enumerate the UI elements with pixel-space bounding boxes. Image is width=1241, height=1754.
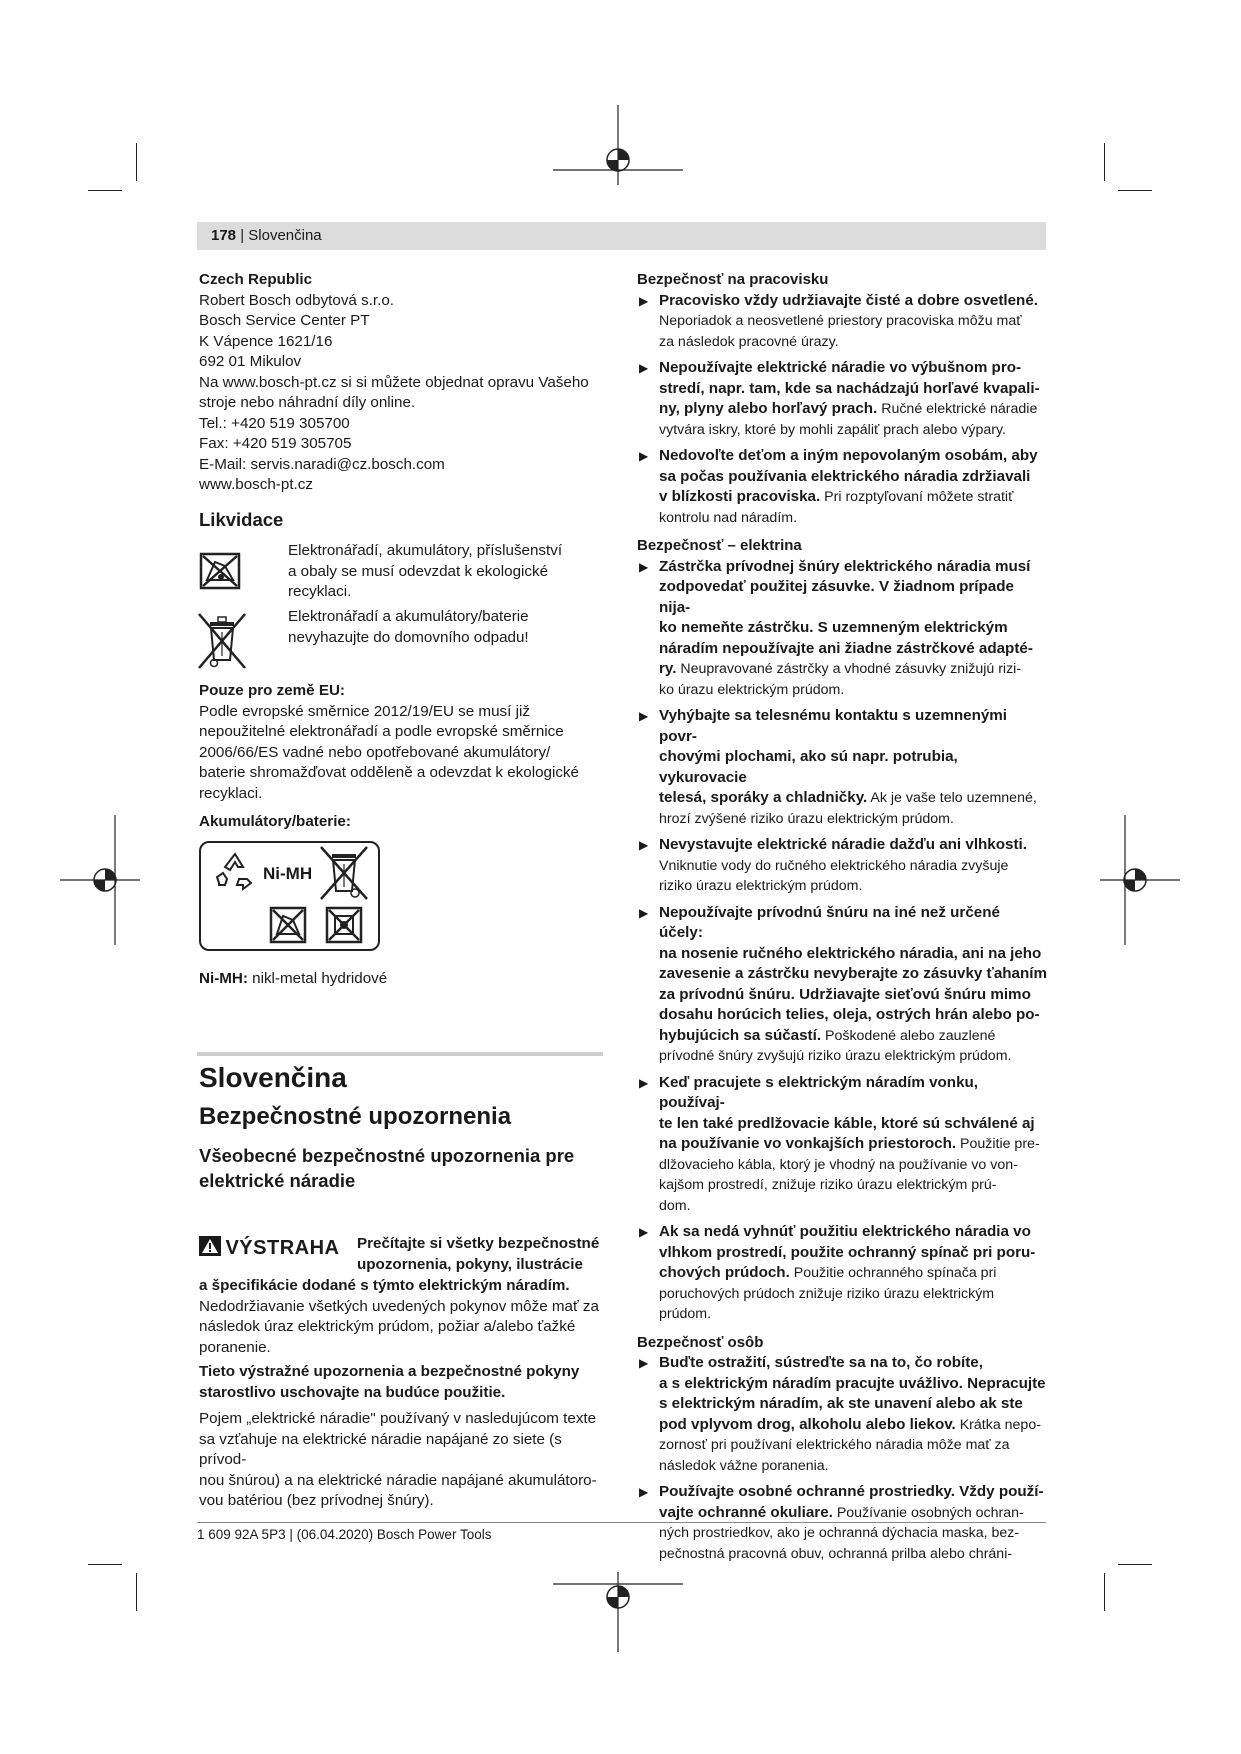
safety-title: Bezpečnostné upozornenia bbox=[199, 1102, 512, 1130]
bullet-text-line: dom. bbox=[659, 1197, 691, 1214]
section-title: Bezpečnosť osôb bbox=[637, 1333, 764, 1351]
safety-bullet bbox=[637, 358, 1047, 440]
warning-body bbox=[199, 1276, 609, 1512]
nimh-caption bbox=[199, 969, 599, 990]
right-column bbox=[637, 270, 1047, 1570]
bullet-bold-line: Používajte osobné ochranné prostriedky. Vždy použí- bbox=[659, 1483, 1044, 1500]
pojem-line: sa vzťahuje na elektrické náradie napájané zo siete (s prívod- bbox=[199, 1430, 562, 1468]
contact-line: Bosch Service Center PT bbox=[199, 312, 370, 329]
eu-line: Podle evropské směrnice 2012/19/EU se musí již bbox=[199, 702, 530, 720]
safety-bullet bbox=[637, 1353, 1047, 1476]
eu-line: nepoužitelné elektronářadí a podle evropské směrnice bbox=[199, 723, 564, 740]
bullet-text-line: za následok pracovné úrazy. bbox=[659, 333, 839, 350]
bullet-tail-text: Pri rozptyľovaní môžete stratiť bbox=[820, 489, 1014, 505]
left-column bbox=[199, 270, 609, 530]
bullet-tail-text: Krátka nepo- bbox=[955, 1416, 1041, 1433]
bullet-bold-line: Nedovoľte deťom a iným nepovolaným osobám, aby bbox=[659, 447, 1038, 464]
likvidace-text-2 bbox=[288, 607, 588, 648]
pojem-line: Pojem „elektrické náradie" používaný v nasledujúcom texte bbox=[199, 1410, 597, 1427]
bullet-arrow-icon: ▶ bbox=[639, 559, 649, 574]
safety-bullet bbox=[637, 557, 1047, 701]
registration-mark-bottom bbox=[553, 1572, 683, 1652]
bullet-arrow-icon: ▶ bbox=[639, 293, 649, 308]
bullet-bold-line: telesá, sporáky a chladničky. bbox=[659, 789, 868, 806]
bullet-text-line: ko úrazu elektrickým prúdom. bbox=[659, 681, 845, 698]
likvidace-line: nevyhazujte do domovního odpadu! bbox=[288, 628, 529, 646]
bullet-bold-line: Zástrčka prívodnej šnúry elektrického náradia musí bbox=[659, 557, 1031, 575]
bullet-bold-line: te len také predlžovacie káble, ktoré sú schválené aj bbox=[659, 1114, 1035, 1132]
general-safety-title-line: elektrické náradie bbox=[199, 1170, 356, 1191]
bullet-bold-line: Nevystavujte elektrické náradie dažďu ani vlhkosti. bbox=[659, 836, 1027, 853]
bullet-text-line: riziko úrazu elektrickým prúdom. bbox=[659, 878, 863, 894]
nimh-label: Ni-MH bbox=[263, 864, 313, 883]
safety-bullet bbox=[637, 1222, 1047, 1325]
no-packaging-waste-icon bbox=[269, 906, 307, 944]
bullet-bold-line: zavesenie a zástrčku nevyberajte zo zásuvky ťahaním bbox=[659, 965, 1048, 982]
bullet-text-line: pečnostná pracovná obuv, ochranná prilba alebo chráni- bbox=[659, 1545, 1013, 1562]
eu-block bbox=[199, 681, 609, 833]
bullet-bold-line: hybujúcich sa súčastí. bbox=[659, 1026, 822, 1044]
safety-bullet bbox=[637, 706, 1047, 829]
footer-rule bbox=[197, 1522, 1046, 1523]
eu-line: baterie shromažďovat odděleně a odevzdat k ekologické bbox=[199, 764, 579, 781]
warning-label bbox=[199, 1236, 339, 1260]
page-number: 178 bbox=[211, 227, 237, 244]
bullet-text-line: Neporiadok a neosvetlené priestory pracoviska môžu mať bbox=[659, 313, 1022, 329]
contact-line: Robert Bosch odbytová s.r.o. bbox=[199, 291, 395, 309]
bullet-arrow-icon: ▶ bbox=[639, 1225, 649, 1239]
bullet-bold-line: ry. bbox=[659, 660, 677, 677]
eu-line: recyklaci. bbox=[199, 784, 263, 802]
likvidace-line: recyklaci. bbox=[288, 583, 352, 600]
safety-bullet bbox=[637, 1482, 1047, 1564]
bullet-text-line: poruchových prúdoch znižuje riziko úrazu elektrickým bbox=[659, 1285, 995, 1302]
bullet-tail-text: Používanie osobných ochran- bbox=[832, 1504, 1024, 1521]
bullet-text-line: Vniknutie vody do ručného elektrického náradia zvyšuje bbox=[659, 857, 1009, 874]
bullet-bold-line: Nepoužívajte prívodnú šnúru na iné než určené účely: bbox=[659, 903, 1000, 941]
warning-label-text: VÝSTRAHA bbox=[225, 1237, 340, 1259]
safety-bullet bbox=[637, 291, 1047, 353]
keep-line: starostlivo uschovajte na budúce použitie. bbox=[199, 1383, 506, 1401]
contact-title: Czech Republic bbox=[199, 271, 313, 288]
contact-line: Fax: +420 519 305705 bbox=[199, 435, 352, 452]
likvidace-line: Elektronářadí a akumulátory/baterie bbox=[288, 608, 529, 625]
bullet-bold-line: Keď pracujete s elektrickým náradím vonku, používaj- bbox=[659, 1073, 979, 1111]
registration-mark-right bbox=[1100, 815, 1180, 945]
bullet-arrow-icon: ▶ bbox=[639, 709, 649, 723]
likvidace-line: a obaly se musí odevzdat k ekologické bbox=[288, 562, 549, 580]
bullet-bold-line: sa počas používania elektrického náradia zdržiavali bbox=[659, 467, 1031, 485]
crossed-bin-icon bbox=[319, 845, 369, 901]
nimh-caption-text: nikl-metal hydridové bbox=[247, 970, 388, 987]
likvidace-line: Elektronářadí, akumulátory, příslušenství bbox=[288, 542, 563, 559]
section-title: Bezpečnosť na pracovisku bbox=[637, 271, 829, 288]
warning-text-line: poranenie. bbox=[199, 1338, 271, 1356]
bullet-bold-line: ny, plyny alebo horľavý prach. bbox=[659, 400, 878, 417]
bullet-arrow-icon: ▶ bbox=[639, 905, 649, 920]
pojem-line: nou šnúrou) a na elektrické náradie napájané akumulátoro- bbox=[199, 1471, 597, 1489]
bullet-bold-line: Buďte ostražití, sústreďte sa na to, čo robíte, bbox=[659, 1354, 983, 1371]
contact-line: www.bosch-pt.cz bbox=[199, 476, 313, 493]
bullet-text-line: prúdom. bbox=[659, 1306, 712, 1322]
bullet-bold-line: za prívodnú šnúru. Udržiavajte sieťovú šnúru mimo bbox=[659, 985, 1031, 1003]
keep-line: Tieto výstražné upozornenia a bezpečnostné pokyny bbox=[199, 1363, 580, 1380]
page-footer: 1 609 92A 5P3 | (06.04.2020) Bosch Power Tools bbox=[197, 1527, 492, 1542]
bullet-arrow-icon: ▶ bbox=[639, 1356, 649, 1370]
bullet-arrow-icon: ▶ bbox=[639, 1075, 649, 1090]
crossed-bin-icon bbox=[197, 612, 247, 670]
general-safety-title-line: Všeobecné bezpečnostné upozornenia pre bbox=[199, 1145, 575, 1166]
pojem-line: vou batériou (bez prívodnej šnúry). bbox=[199, 1492, 434, 1509]
nimh-caption-bold: Ni-MH: bbox=[199, 970, 248, 987]
likvidace-text-1 bbox=[288, 541, 588, 603]
bullet-tail-text: Ručné elektrické náradie bbox=[877, 401, 1038, 417]
warning-text-line: Nedodržiavanie všetkých uvedených pokynov môže mať za bbox=[199, 1297, 599, 1315]
bullet-bold-line: náradím nepoužívajte ani žiadne zástrčkové adapté- bbox=[659, 639, 1033, 657]
safety-bullet bbox=[637, 1073, 1047, 1217]
bullet-bold-line: pod vplyvom drog, alkoholu alebo liekov. bbox=[659, 1415, 956, 1433]
contact-line: K Vápence 1621/16 bbox=[199, 332, 333, 350]
section-title: Bezpečnosť – elektrina bbox=[637, 537, 802, 554]
akum-title: Akumulátory/baterie: bbox=[199, 813, 351, 830]
registration-mark-top bbox=[553, 105, 683, 185]
warning-triangle-icon bbox=[199, 1236, 221, 1256]
safety-bullet bbox=[637, 903, 1047, 1067]
no-battery-waste-icon bbox=[325, 906, 363, 944]
bullet-tail-text: Poškodené alebo zauzlené bbox=[821, 1027, 996, 1044]
slovak-section bbox=[199, 1062, 609, 1193]
page-header: 178 | Slovenčina bbox=[197, 222, 1046, 250]
bullet-text-line: následok vážne poranenia. bbox=[659, 1457, 829, 1474]
bullet-tail-text: Použitie ochranného spínača pri bbox=[789, 1265, 997, 1281]
bullet-text-line: zornosť pri používaní elektrického náradia môže mať za bbox=[659, 1437, 1010, 1453]
safety-bullet bbox=[637, 835, 1047, 897]
bullet-text-line: dlžovacieho kábla, ktorý je vhodný na používanie vo von- bbox=[659, 1156, 1018, 1173]
bullet-bold-line: ko nemeňte zástrčku. S uzemneným elektrickým bbox=[659, 619, 1008, 636]
bullet-bold-line: Ak sa nedá vyhnúť použitiu elektrického náradia vo bbox=[659, 1223, 1031, 1240]
battery-symbols-box bbox=[199, 841, 380, 951]
bullet-bold-line: Pracovisko vždy udržiavajte čisté a dobre osvetlené. bbox=[659, 291, 1039, 309]
contact-line: Tel.: +420 519 305700 bbox=[199, 414, 350, 432]
contact-line: 692 01 Mikulov bbox=[199, 353, 302, 370]
bullet-text-line: kontrolu nad náradím. bbox=[659, 509, 798, 526]
bullet-bold-line: v blízkosti pracoviska. bbox=[659, 488, 821, 505]
bullet-tail-text: Ak je vaše telo uzemnené, bbox=[867, 790, 1037, 806]
bullet-text-line: hrozí zvýšené riziko úrazu elektrickým prúdom. bbox=[659, 810, 954, 827]
warning-line: a špecifikácie dodané s týmto elektrickým náradím. bbox=[199, 1277, 570, 1294]
bullet-bold-line: a s elektrickým náradím pracujte uvážlivo. Nepracujte bbox=[659, 1374, 1046, 1392]
bullet-bold-line: vajte ochranné okuliare. bbox=[659, 1503, 833, 1521]
bullet-arrow-icon: ▶ bbox=[639, 838, 649, 852]
bullet-bold-line: zodpovedať použitej zásuvke. V žiadnom prípade nija- bbox=[659, 578, 1014, 616]
safety-bullet bbox=[637, 446, 1047, 528]
bullet-bold-line: Nepoužívajte elektrické náradie vo výbušnom pro- bbox=[659, 359, 1022, 376]
language-title: Slovenčina bbox=[199, 1062, 347, 1093]
bullet-text-line: vytvára iskry, ktoré by mohli zapáliť prach alebo výpary. bbox=[659, 421, 1007, 438]
registration-mark-left bbox=[60, 815, 140, 945]
bullet-bold-line: na nosenie ručného elektrického náradia, ani na jeho bbox=[659, 944, 1042, 962]
contact-line: Na www.bosch-pt.cz si si můžete objednat opravu Vašeho bbox=[199, 373, 589, 391]
bullet-arrow-icon: ▶ bbox=[639, 449, 649, 463]
warning-line: upozornenia, pokyny, ilustrácie bbox=[357, 1255, 583, 1273]
recycle-icon bbox=[213, 851, 257, 893]
bullet-bold-line: stredí, napr. tam, kde sa nachádzajú horľavé kvapali- bbox=[659, 379, 1040, 397]
bullet-arrow-icon: ▶ bbox=[639, 361, 649, 375]
no-packaging-waste-icon bbox=[199, 552, 241, 590]
contact-block bbox=[199, 291, 609, 496]
bullet-bold-line: Vyhýbajte sa telesnému kontaktu s uzemnenými povr- bbox=[659, 707, 1008, 745]
likvidace-title: Likvidace bbox=[199, 508, 284, 530]
bullet-bold-line: na používanie vo vonkajších priestoroch. bbox=[659, 1135, 957, 1152]
bullet-bold-line: vlhkom prostredí, použite ochranný spínač pri poru- bbox=[659, 1243, 1036, 1261]
bullet-bold-line: dosahu horúcich telies, oleja, ostrých hrán alebo po- bbox=[659, 1006, 1040, 1023]
bullet-text-line: ných prostriedkov, ako je ochranná dýchacia maska, bez- bbox=[659, 1525, 1020, 1541]
bullet-text-line: kajšom prostredí, znižuje riziko úrazu elektrickým prú- bbox=[659, 1177, 997, 1193]
bullet-tail-text: Neupravované zástrčky a vhodné zásuvky znižujú rizi- bbox=[676, 661, 1022, 677]
bullet-arrow-icon: ▶ bbox=[639, 1485, 649, 1499]
header-section: Slovenčina bbox=[248, 227, 322, 244]
warning-line: Prečítajte si všetky bezpečnostné bbox=[357, 1235, 600, 1252]
section-divider bbox=[197, 1052, 603, 1056]
contact-line: stroje nebo náhradní díly online. bbox=[199, 394, 416, 411]
warning-text-line: následok úraz elektrickým prúdom, požiar a/alebo ťažké bbox=[199, 1318, 576, 1335]
eu-line: 2006/66/ES vadné nebo opotřebované akumulátory/ bbox=[199, 743, 551, 761]
bullet-bold-line: s elektrickým náradím, ak ste unavení alebo ak ste bbox=[659, 1395, 1023, 1412]
warning-bold-right bbox=[357, 1234, 607, 1275]
bullet-bold-line: chových prúdoch. bbox=[659, 1264, 790, 1281]
bullet-text-line: prívodné šnúry zvyšujú riziko úrazu elektrickým prúdom. bbox=[659, 1048, 1012, 1064]
bullet-bold-line: chovými plochami, ako sú napr. potrubia, vykurovacie bbox=[659, 748, 958, 786]
bullet-tail-text: Použitie pre- bbox=[956, 1136, 1040, 1152]
eu-title: Pouze pro země EU: bbox=[199, 682, 345, 699]
contact-line: E-Mail: servis.naradi@cz.bosch.com bbox=[199, 455, 445, 473]
